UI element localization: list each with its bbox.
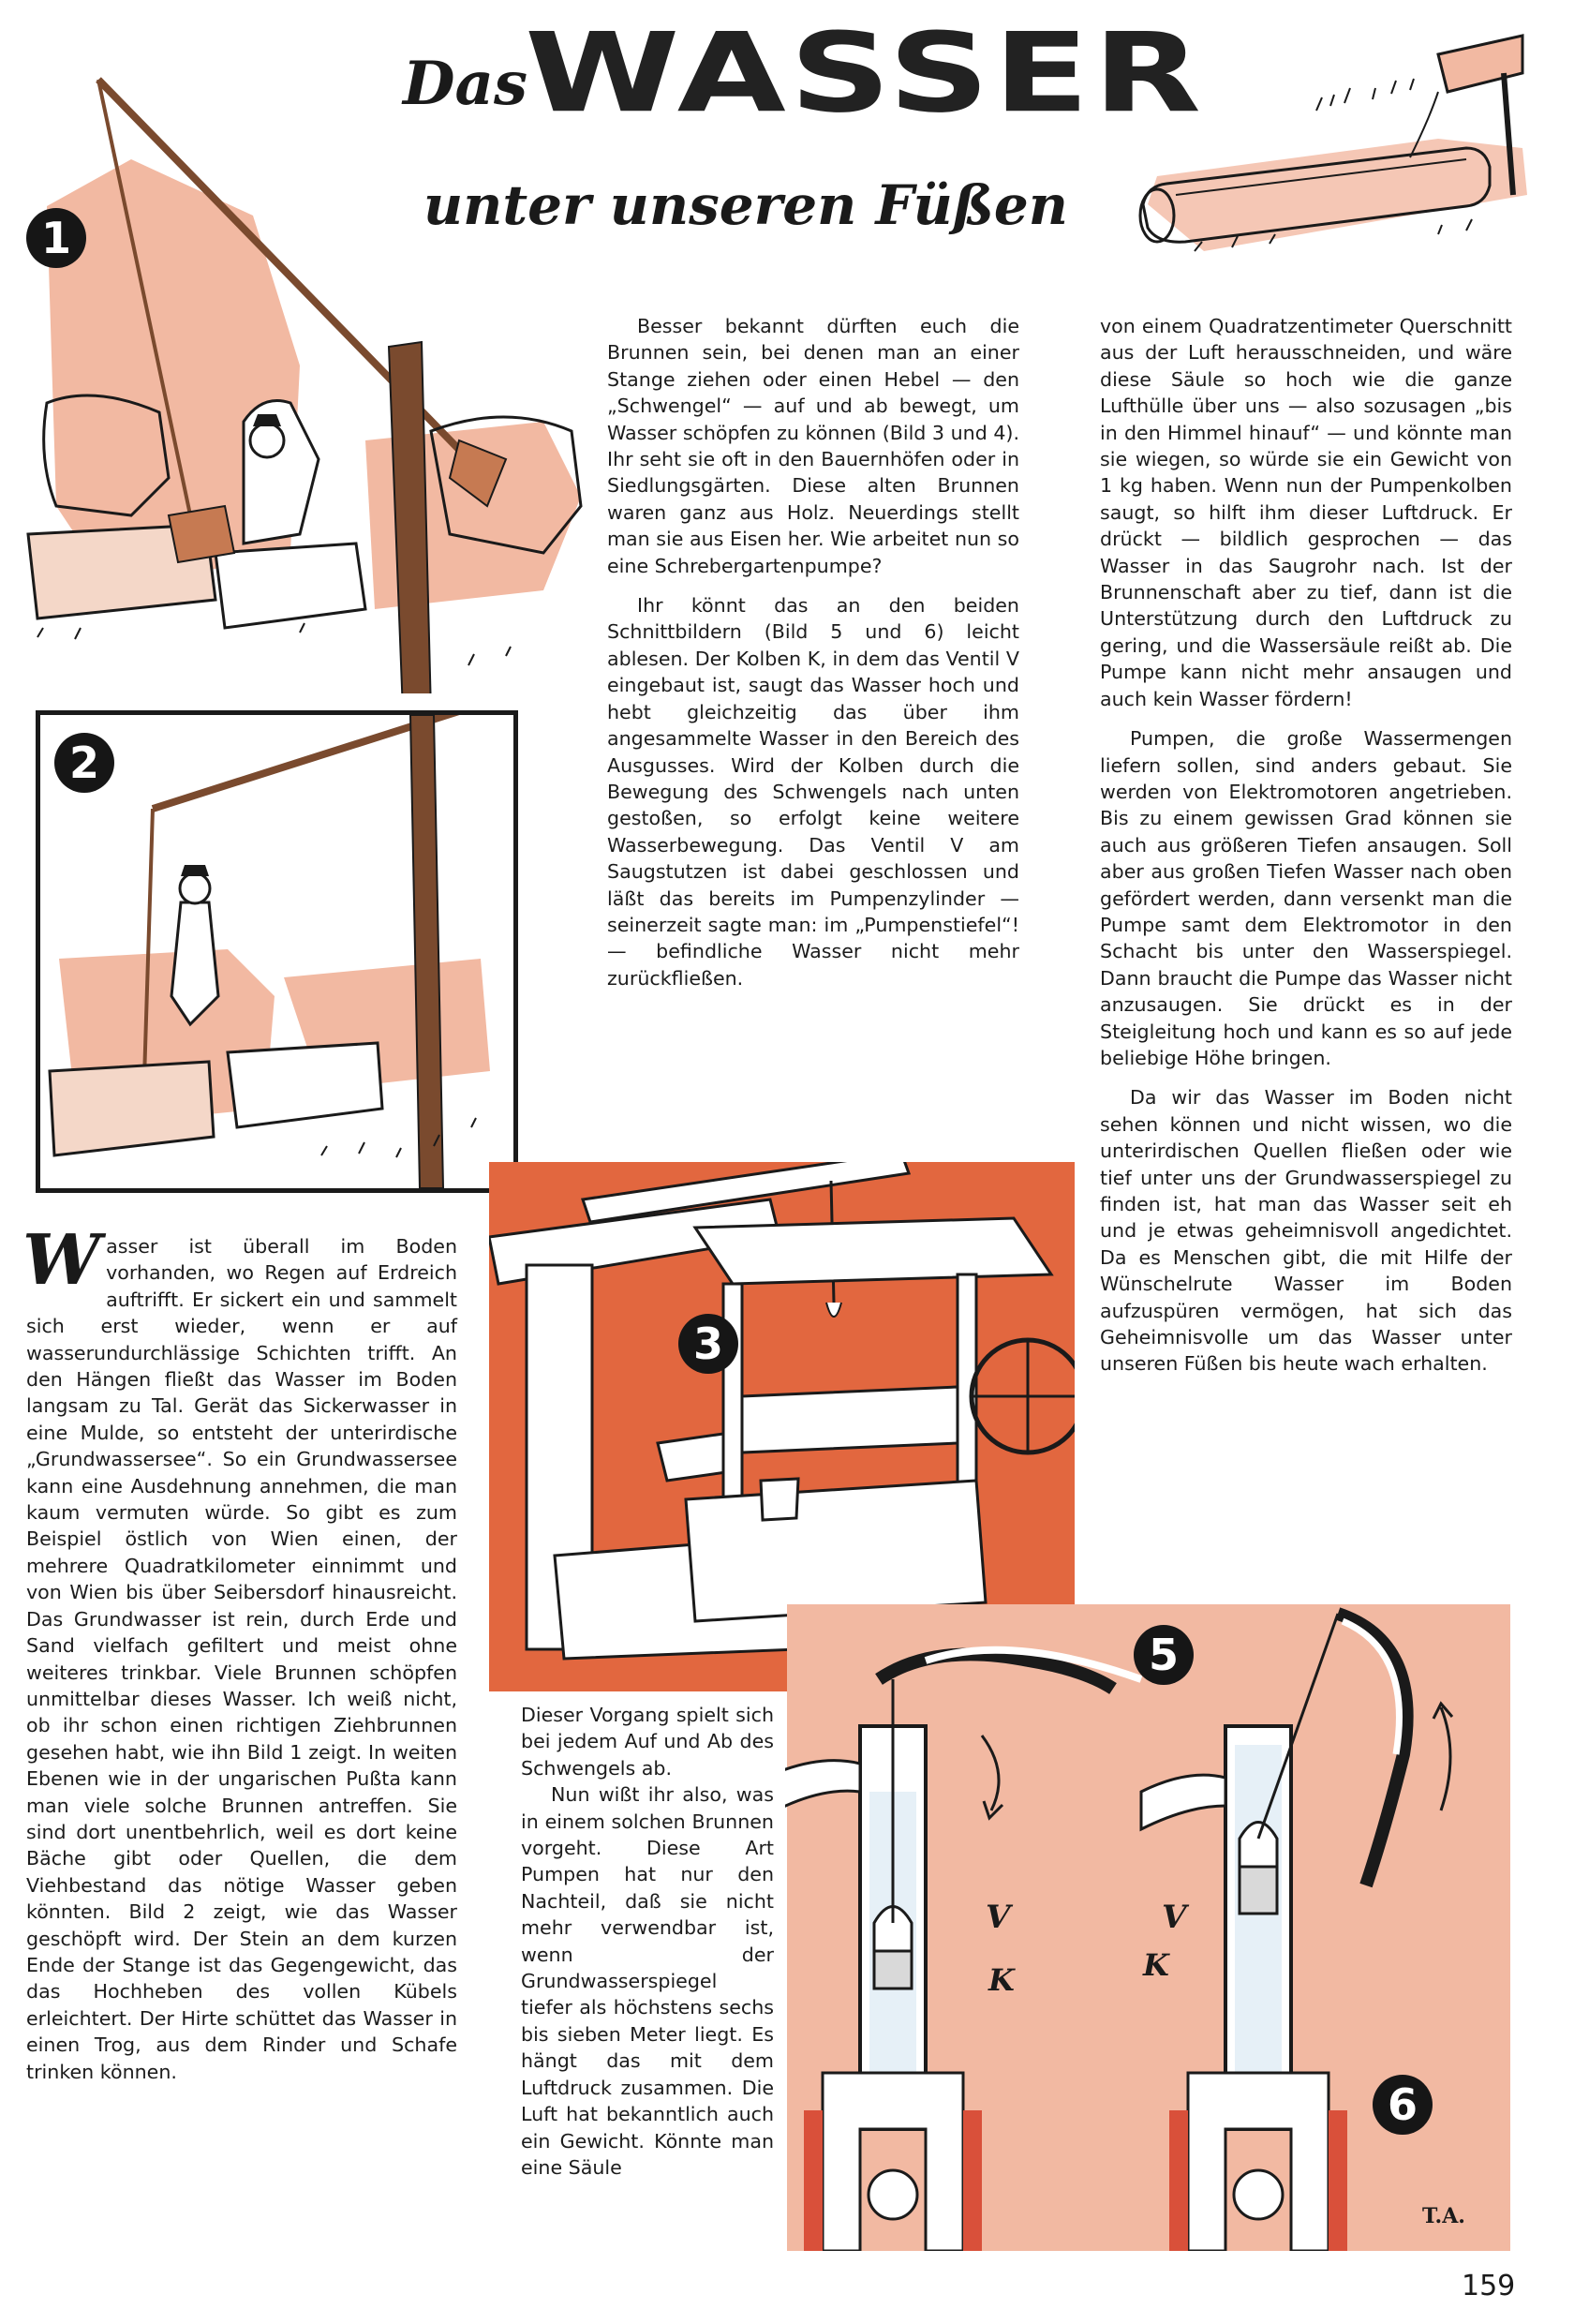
paragraph: Dieser Vorgang spielt sich bei jedem Auf und Ab des Schwengels ab. <box>521 1704 774 1780</box>
dropcap: W <box>22 1220 101 1301</box>
label-valve-6: V <box>1162 1899 1187 1936</box>
paragraph: von einem Quadratzentimeter Querschnitt aus der Luft herausschneiden, und wäre diese Säule so hoch wie die ganze Lufthülle über uns — also sozusagen „bis in den Himmel hinauf“ — und könnte man sie wiegen, so würde sie ein Gewicht von 1 kg haben. Wenn nun der Pumpenkolben saugt, so hilft ihm dieser Luftdruck. Er drückt — bildlich gesprochen — das Wasser in das Saugrohr nach. Ist der Brunnenschaft aber zu tief, dann ist die Unterstützung durch den Luftdruck zu gering, und die Wassersäule reißt ab. Die Pumpe kann nicht mehr ansaugen und auch kein Wasser fördern! <box>1100 315 1512 710</box>
figure-2-frame <box>36 710 518 1193</box>
paragraph: Besser bekannt dürften euch die Brunnen sein, bei denen man an einer Stange ziehen oder einen Hebel — den „Schwengel“ — auf und ab bewegt, um Wasser schöpfen zu können (Bild 3 und 4). Ihr seht sie oft in den Bauernhöfen oder in Siedlungsgärten. Diese alten Brunnen waren ganz aus Holz. Neuerdings stellt man sie aus Eisen her. Wie arbeitet nun so eine Schrebergartenpumpe? <box>607 315 1019 577</box>
title-subtitle: unter unseren Füßen <box>423 173 1068 237</box>
figure-5-badge: 5 <box>1134 1625 1194 1685</box>
title-das: Das <box>403 49 527 119</box>
paragraph <box>22 1220 457 2085</box>
artist-signature: T.A. <box>1422 2204 1465 2228</box>
figure-6-badge: 6 <box>1373 2075 1433 2135</box>
figure-2-badge: 2 <box>54 733 114 793</box>
figure-3-badge: 3 <box>678 1314 738 1374</box>
page-number: 159 <box>1462 2270 1516 2302</box>
label-piston-6: K <box>1143 1947 1169 1983</box>
figure-5-6-illustration <box>785 1604 1510 2251</box>
column-middle-top <box>607 313 1019 991</box>
figure-1-badge: 1 <box>26 208 86 268</box>
trough-illustration <box>1129 17 1541 261</box>
column-right <box>1100 313 1512 1378</box>
paragraph: Ihr könnt das an den beiden Schnittbildern (Bild 5 und 6) leicht ablesen. Der Kolben K, in dem das Ventil V eingebaut ist, saugt das Wasser hoch und hebt gleichzeitig das über ihm angesammelte Wasser in den Bereich des Ausgusses. Wird der Kolben durch die Bewegung des Schwengels nach unten gestoßen, so erfolgt keine weitere Wasserbewegung. Das Ventil V am Saugstutzen ist dabei geschlossen und läßt das bereits im Pumpenzylinder — seinerzeit sagte man: im „Pumpenstiefel“! — befindliche Wasser nicht mehr zurückfließen. <box>607 594 1019 990</box>
paragraph: Pumpen, die große Wassermengen liefern sollen, sind anders gebaut. Sie werden von Elektromotoren angetrieben. Bis zu einem gewissen Grad können sie auch aus größeren Tiefen ansaugen. Soll aber aus großen Tiefen Wasser nach oben gefördert werden, dann versenkt man die Pumpe samt dem Elektromotor in den Schacht bis unter den Wasserspiegel. Dann braucht die Pumpe das Wasser nicht anzusaugen. Sie drückt es in der Steigleitung hoch und kann es so auf jede beliebige Höhe bringen. <box>1100 727 1512 1069</box>
paragraph: Da wir das Wasser im Boden nicht sehen können und nicht wissen, wo die unterirdischen Quellen fließen oder wie tief unter uns der Grundwasserspiegel zu finden ist, hat man das Wasser seit eh und je etwas geheimnisvoll angedichtet. Da es Menschen gibt, die mit Hilfe der Wünschelrute Wasser im Boden aufzuspüren vermögen, hat sich das Geheimnisvolle um das Wasser unter unseren Füßen bis heute wach erhalten. <box>1100 1086 1512 1376</box>
intro-text: asser ist überall im Boden vorhanden, wo Regen auf Erdreich auftrifft. Er sickert ein und sammelt sich erst wieder, wenn er auf wasserundurchlässige Schichten trifft. An den Hängen fließt das Wasser im Boden langsam zu Tal. Gerät das Sickerwasser in eine Mulde, so entsteht der unterirdische „Grundwassersee“. So ein Grundwassersee kann eine Ausdehnung annehmen, die man kaum vermuten würde. So gibt es zum Beispiel östlich von Wien einen, der mehrere Quadratkilometer einnimmt und von Wien bis über Seibersdorf hinausreicht. Das Grundwasser ist rein, durch Erde und Sand vielfach gefiltert und meist ohne weiteres trinkbar. Viele Brunnen schöpfen unmittelbar dieses Wasser. Ich weiß nicht, ob ihr schon einen richtigen Ziehbrunnen gesehen habt, wie ihn Bild 1 zeigt. In weiten Ebenen wie in der ungarischen Pußta kann man viele solche Brunnen antreffen. Sie sind dort unentbehrlich, weil es dort keine Bäche gibt oder Quellen, die dem Viehbestand das nötige Wasser geben könnten. Bild 2 zeigt, wie das Wasser geschöpft wird. Der Stein an dem kurzen Ende der Stange ist das Gegengewicht, das das Hochheben des vollen Kübels erleichtert. Der Hirte schüttet das Wasser in einen Trog, aus dem Rinder und Schafe trinken können. <box>26 1235 457 2083</box>
figure-1-illustration <box>19 66 618 693</box>
title-wasser: WASSER <box>525 9 1206 138</box>
column-left-intro <box>22 1220 457 2085</box>
label-piston-5: K <box>988 1962 1015 1998</box>
label-valve-5: V <box>986 1899 1011 1936</box>
figure-2-illustration <box>40 715 513 1188</box>
paragraph: Nun wißt ihr also, was in einem solchen Brunnen vorgeht. Diese Art Pumpen hat nur den Nachteil, daß sie nicht mehr verwendbar ist, wenn der Grundwasserspiegel tiefer als höchstens sechs bis sieben Meter liegt. Es hängt das mit dem Luftdruck zusammen. Die Luft hat bekanntlich auch ein Gewicht. Könnte man eine Säule <box>521 1783 774 2179</box>
column-middle-bottom <box>521 1702 774 2181</box>
